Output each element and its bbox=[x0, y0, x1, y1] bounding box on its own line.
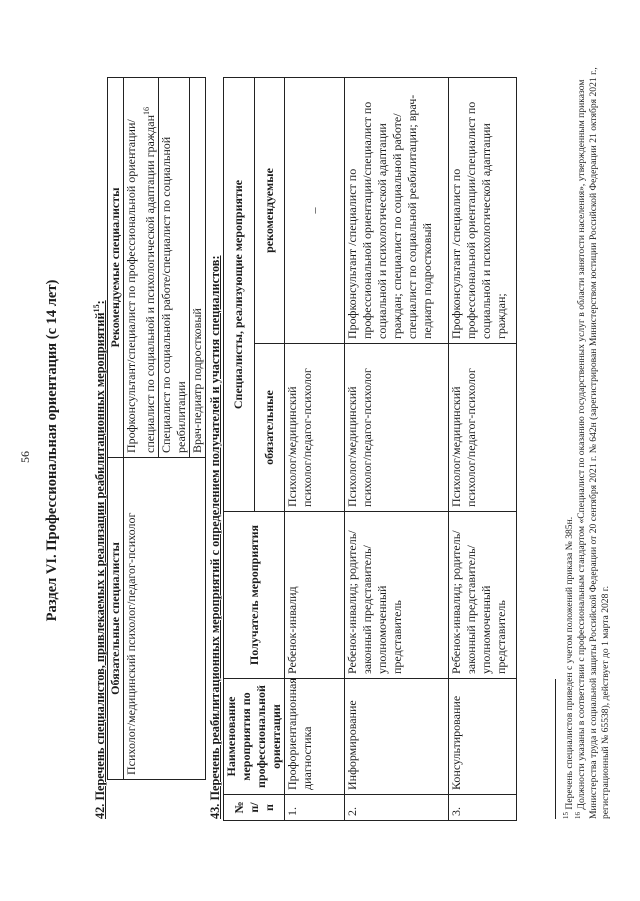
row-mandatory: Психолог/медицинский психолог/педагог-психолог bbox=[345, 344, 449, 512]
section42-caption: 42. Перечень специалистов, привлекаемых к реализации реабилитационных мероприятий$^{15}$: bbox=[92, 300, 108, 819]
row-recommended: Профконсультант /специалист по профессиональной ориентации/специалист по социальной и психологической адаптации граждан; специалист по социальной работе/специалист по социальной реабилитации; врач-педиатр подростковый bbox=[345, 78, 449, 344]
row-activity-name: Консультирование bbox=[449, 679, 517, 795]
header-activity-name: Наименование мероприятия по профессиональной ориентации bbox=[224, 679, 285, 795]
row-num: 3. bbox=[449, 795, 517, 821]
recommended-specialist-3: Врач-педиатр подростковый bbox=[190, 78, 206, 458]
row-num: 2. bbox=[345, 795, 449, 821]
section-title: Раздел VI. Профессиональная ориентация (с 14 лет) bbox=[44, 279, 60, 622]
footnote-ref-16: 16 bbox=[142, 107, 151, 115]
specialists-table bbox=[107, 77, 206, 780]
footnote-15: $^{15}$ Перечень специалистов приведен с учетом положений приказа № 385н. bbox=[562, 516, 576, 819]
row-activity-name: Информирование bbox=[345, 679, 449, 795]
header-recipient: Получатель мероприятия bbox=[224, 512, 285, 679]
table-row bbox=[449, 78, 517, 821]
activities-table bbox=[223, 77, 517, 821]
row-mandatory: Психолог/медицинский психолог/педагог-психолог bbox=[285, 344, 345, 512]
footnote-ref-15: 15 bbox=[92, 304, 101, 313]
recommended-specialist-2: Специалист по социальной работе/специалист по социальной реабилитации bbox=[159, 78, 190, 458]
header-specialists: Специалисты, реализующие мероприятие bbox=[224, 78, 255, 512]
header-recommended-specialists: рекомендуемые bbox=[254, 78, 285, 344]
row-mandatory: Психолог/медицинский психолог/педагог-психолог bbox=[449, 344, 517, 512]
footnote-16: $^{16}$ Должности указаны в соответствии с профессиональным стандартом «Специалист по оказанию государственных услуг в области занятости населения», утвержденным приказом Министерства труда и социальной защиты Российской Федерации от 20 сентября 2021 г. № 642н (зарегистрирован Министерством юстиции Российской Федерации 21 октября 2021 г., регистрационный № 65538), действует до 1 марта 2028 г. bbox=[574, 67, 612, 819]
header-mandatory: Обязательные специалисты bbox=[108, 458, 124, 780]
row-num: 1. bbox=[285, 795, 345, 821]
row-recipient: Ребенок-инвалид; родитель/законный представитель/уполномоченный представитель bbox=[345, 512, 449, 679]
header-mandatory-specialists: обязательные bbox=[254, 344, 285, 512]
table-row bbox=[345, 78, 449, 821]
page-number: 56 bbox=[18, 451, 32, 463]
row-recommended: Профконсультант /специалист по профессиональной ориентации/специалист по социальной и психологической адаптации граждан; bbox=[449, 78, 517, 344]
row-recommended: – bbox=[285, 78, 345, 344]
section43-caption: 43. Перечень реабилитационных мероприятий с определением получателей и участия специалистов: bbox=[208, 255, 222, 819]
header-num: № п/п bbox=[224, 795, 285, 821]
mandatory-specialist: Психолог/медицинский психолог/педагог-психолог bbox=[124, 458, 206, 780]
header-recommended: Рекомендуемые специалисты bbox=[108, 78, 124, 458]
row-recipient: Ребенок-инвалид bbox=[285, 512, 345, 679]
row-activity-name: Профориентационная диагностика bbox=[285, 679, 345, 795]
recommended-specialist-1: Профконсультант/специалист по профессиональной ориентации/специалист по социальной и психологической адаптации граждан$^{16}$ bbox=[124, 78, 159, 458]
footnote-divider bbox=[555, 679, 556, 819]
table-row bbox=[285, 78, 345, 821]
row-recipient: Ребенок-инвалид; родитель/законный представитель/уполномоченный представитель bbox=[449, 512, 517, 679]
